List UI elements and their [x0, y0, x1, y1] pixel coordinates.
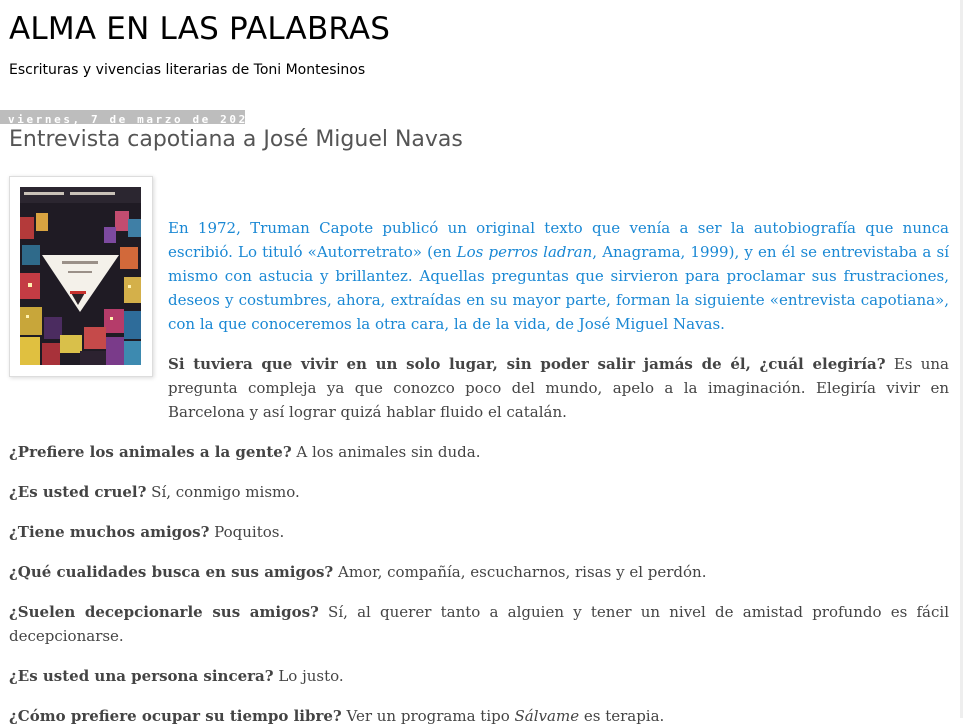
post-title[interactable]: Entrevista capotiana a José Miguel Navas — [9, 127, 463, 152]
qa-paragraph — [9, 352, 949, 424]
question: ¿Cómo prefiere ocupar su tiempo libre? — [9, 707, 342, 725]
answer: Sí, conmigo mismo. — [146, 483, 300, 501]
post-date: viernes, 7 de marzo de 2025 — [8, 113, 258, 126]
answer-part-2: es terapia. — [579, 707, 665, 725]
qa-paragraph — [9, 520, 949, 544]
question: ¿Es usted una persona sincera? — [9, 667, 274, 685]
question: Si tuviera que vivir en un solo lugar, sin poder salir jamás de él, ¿cuál elegiría? — [168, 355, 886, 373]
answer: A los animales sin duda. — [291, 443, 481, 461]
qa-paragraph — [9, 704, 949, 728]
answer: Poquitos. — [209, 523, 285, 541]
question: ¿Qué cualidades busca en sus amigos? — [9, 563, 334, 581]
post-body — [9, 216, 949, 728]
answer-part-1: Ver un programa tipo — [341, 707, 515, 725]
intro-text-2: , Anagrama, 1999), y en él se entrevistaba a sí mismo con astucia y brillantez. Aquellas preguntas que sirvieron para proclamar sus frustraciones, deseos y costumbres, ahora, extraídas en su mayor parte, forman la siguiente «entrevista capotiana», con la que conoceremos la otra cara, la de la vida, de José Miguel Navas. — [168, 243, 950, 333]
page-divider — [960, 0, 963, 718]
qa-paragraph — [9, 560, 949, 584]
program-name: Sálvame — [514, 707, 580, 725]
qa-paragraph — [9, 440, 949, 464]
answer: Es una pregunta compleja ya que conozco poco del mundo, apelo a la imaginación. Elegiría vivir en Barcelona y así lograr quizá hablar fluido el catalán. — [168, 355, 949, 421]
question: ¿Suelen decepcionarle sus amigos? — [9, 603, 319, 621]
book-title: Los perros ladran — [456, 243, 593, 261]
question: ¿Tiene muchos amigos? — [9, 523, 210, 541]
answer: Amor, compañía, escucharnos, risas y el perdón. — [333, 563, 707, 581]
answer: Sí, al querer tanto a alguien y tener un nivel de amistad profundo es fácil decepcionarse. — [9, 603, 949, 645]
qa-paragraph — [9, 600, 949, 648]
blog-title[interactable]: ALMA EN LAS PALABRAS — [9, 11, 391, 47]
intro-paragraph — [9, 216, 949, 336]
blog-header — [9, 8, 949, 80]
date-header — [0, 110, 258, 126]
answer: Lo justo. — [273, 667, 344, 685]
blog-description: Escrituras y vivencias literarias de Toni Montesinos — [9, 62, 366, 78]
question: ¿Es usted cruel? — [9, 483, 147, 501]
qa-paragraph — [9, 480, 949, 504]
question: ¿Prefiere los animales a la gente? — [9, 443, 292, 461]
qa-paragraph — [9, 664, 949, 688]
intro-text-1: En 1972, Truman Capote publicó un original texto que venía a ser la autobiografía que nunca escribió. Lo tituló «Autorretrato» (en — [168, 219, 949, 261]
